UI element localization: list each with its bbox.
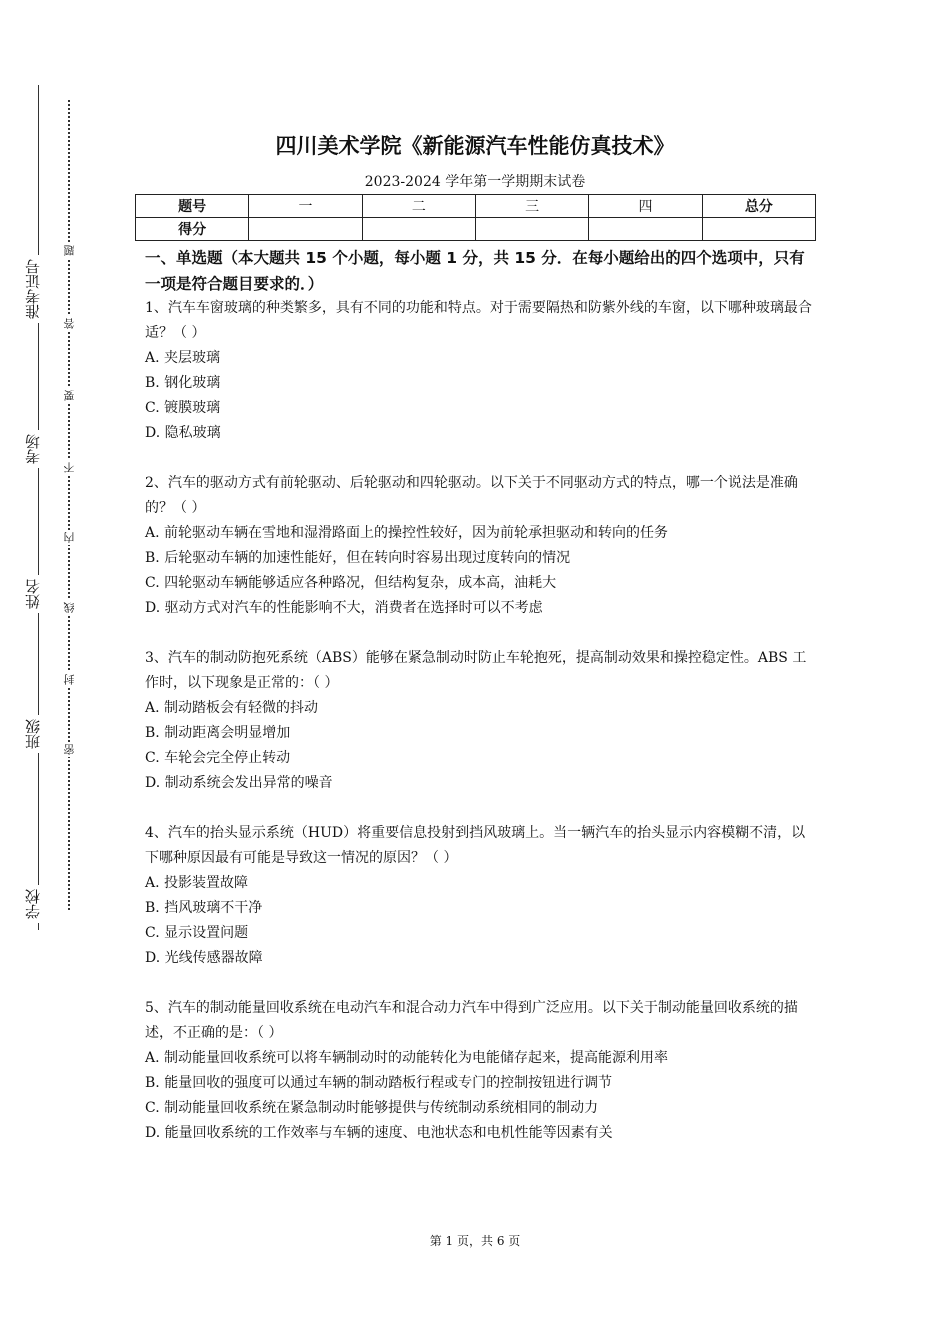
score-cell: 题号: [136, 195, 249, 218]
margin-label-name: 姓名: [22, 575, 43, 613]
margin-note: 不: [63, 462, 76, 473]
question-item: [145, 296, 813, 446]
margin-note: 要: [63, 390, 76, 401]
margin-note: 密: [63, 744, 76, 755]
question-option: D. 光线传感器故障: [145, 950, 263, 966]
margin-note: 题: [63, 245, 76, 256]
question-option: C. 制动能量回收系统在紧急制动时能够提供与传统制动系统相同的制动力: [145, 1100, 599, 1116]
question-stem: 4、汽车的抬头显示系统（HUD）将重要信息投射到挡风玻璃上。当一辆汽车的抬头显示内容模糊不清，以下哪种原因最有可能是导致这一情况的原因？（ ）: [145, 825, 806, 866]
question-option: A. 投影装置故障: [145, 875, 249, 891]
question-item: [145, 646, 813, 796]
score-cell: [362, 218, 475, 241]
margin-note: 封: [63, 674, 76, 685]
question-option: A. 夹层玻璃: [145, 350, 221, 366]
score-cell: 一: [249, 195, 362, 218]
score-cell: [249, 218, 362, 241]
score-cell: 得分: [136, 218, 249, 241]
question-option: A. 制动能量回收系统可以将车辆制动时的动能转化为电能储存起来，提高能源利用率: [145, 1050, 669, 1066]
question-option: D. 制动系统会发出异常的噪音: [145, 775, 333, 791]
question-option: C. 显示设置问题: [145, 925, 249, 941]
question-option: A. 前轮驱动车辆在雪地和湿滑路面上的操控性较好，因为前轮承担驱动和转向的任务: [145, 525, 669, 541]
question-option: D. 能量回收系统的工作效率与车辆的速度、电池状态和电机性能等因素有关: [145, 1125, 613, 1141]
margin-note: 线: [63, 602, 76, 613]
margin-note: 内: [63, 532, 76, 543]
question-list: [145, 296, 813, 1171]
question-option: B. 后轮驱动车辆的加速性能好，但在转向时容易出现过度转向的情况: [145, 550, 571, 566]
question-option: B. 能量回收的强度可以通过车辆的制动踏板行程或专门的控制按钮进行调节: [145, 1075, 613, 1091]
score-table: [135, 194, 816, 241]
binding-solid-line: [38, 85, 39, 930]
score-table-header-row: [136, 195, 816, 218]
page-title: 四川美术学院《新能源汽车性能仿真技术》: [275, 134, 675, 158]
question-option: D. 驱动方式对汽车的性能影响不大，消费者在选择时可以不考虑: [145, 600, 543, 616]
section-heading: 一、单选题（本大题共 15 个小题，每小题 1 分，共 15 分．在每小题给出的四个选项中，只有一项是符合题目要求的．）: [145, 249, 805, 293]
question-item: [145, 996, 813, 1146]
question-option: B. 钢化玻璃: [145, 375, 221, 391]
score-cell: 总分: [702, 195, 815, 218]
question-stem: 5、汽车的制动能量回收系统在电动汽车和混合动力汽车中得到广泛应用。以下关于制动能量回收系统的描述，不正确的是：（ ）: [145, 1000, 798, 1041]
page-footer: 第 1 页，共 6 页: [429, 1234, 521, 1248]
question-stem: 3、汽车的制动防抱死系统（ABS）能够在紧急制动时防止车轮抱死，提高制动效果和操控稳定性。ABS 工作时，以下现象是正常的：（ ）: [145, 650, 807, 691]
score-cell: [589, 218, 702, 241]
question-option: A. 制动踏板会有轻微的抖动: [145, 700, 319, 716]
score-cell: [475, 218, 588, 241]
question-option: B. 挡风玻璃不干净: [145, 900, 263, 916]
margin-label-school: 学校: [22, 885, 43, 923]
score-table-score-row: [136, 218, 816, 241]
question-option: C. 车轮会完全停止转动: [145, 750, 291, 766]
margin-label-exam-number: 准考证号: [22, 255, 43, 323]
question-option: C. 四轮驱动车辆能够适应各种路况，但结构复杂，成本高，油耗大: [145, 575, 557, 591]
question-stem: 2、汽车的驱动方式有前轮驱动、后轮驱动和四轮驱动。以下关于不同驱动方式的特点，哪一个说法是准确的？（ ）: [145, 475, 798, 516]
page-subtitle: 2023-2024 学年第一学期期末试卷: [364, 174, 586, 190]
score-cell: 二: [362, 195, 475, 218]
question-stem: 1、汽车车窗玻璃的种类繁多，具有不同的功能和特点。对于需要隔热和防紫外线的车窗，以下哪种玻璃最合适？（ ）: [145, 300, 812, 341]
margin-note: 答: [63, 318, 76, 329]
score-cell: 三: [475, 195, 588, 218]
binding-dotted-line: [68, 100, 70, 910]
question-item: [145, 471, 813, 621]
score-cell: 四: [589, 195, 702, 218]
question-option: C. 镀膜玻璃: [145, 400, 221, 416]
margin-label-class: 班级: [22, 715, 43, 753]
score-cell: [702, 218, 815, 241]
question-option: B. 制动距离会明显增加: [145, 725, 291, 741]
margin-label-exam-room: 考场: [22, 430, 43, 468]
question-option: D. 隐私玻璃: [145, 425, 221, 441]
question-item: [145, 821, 813, 971]
